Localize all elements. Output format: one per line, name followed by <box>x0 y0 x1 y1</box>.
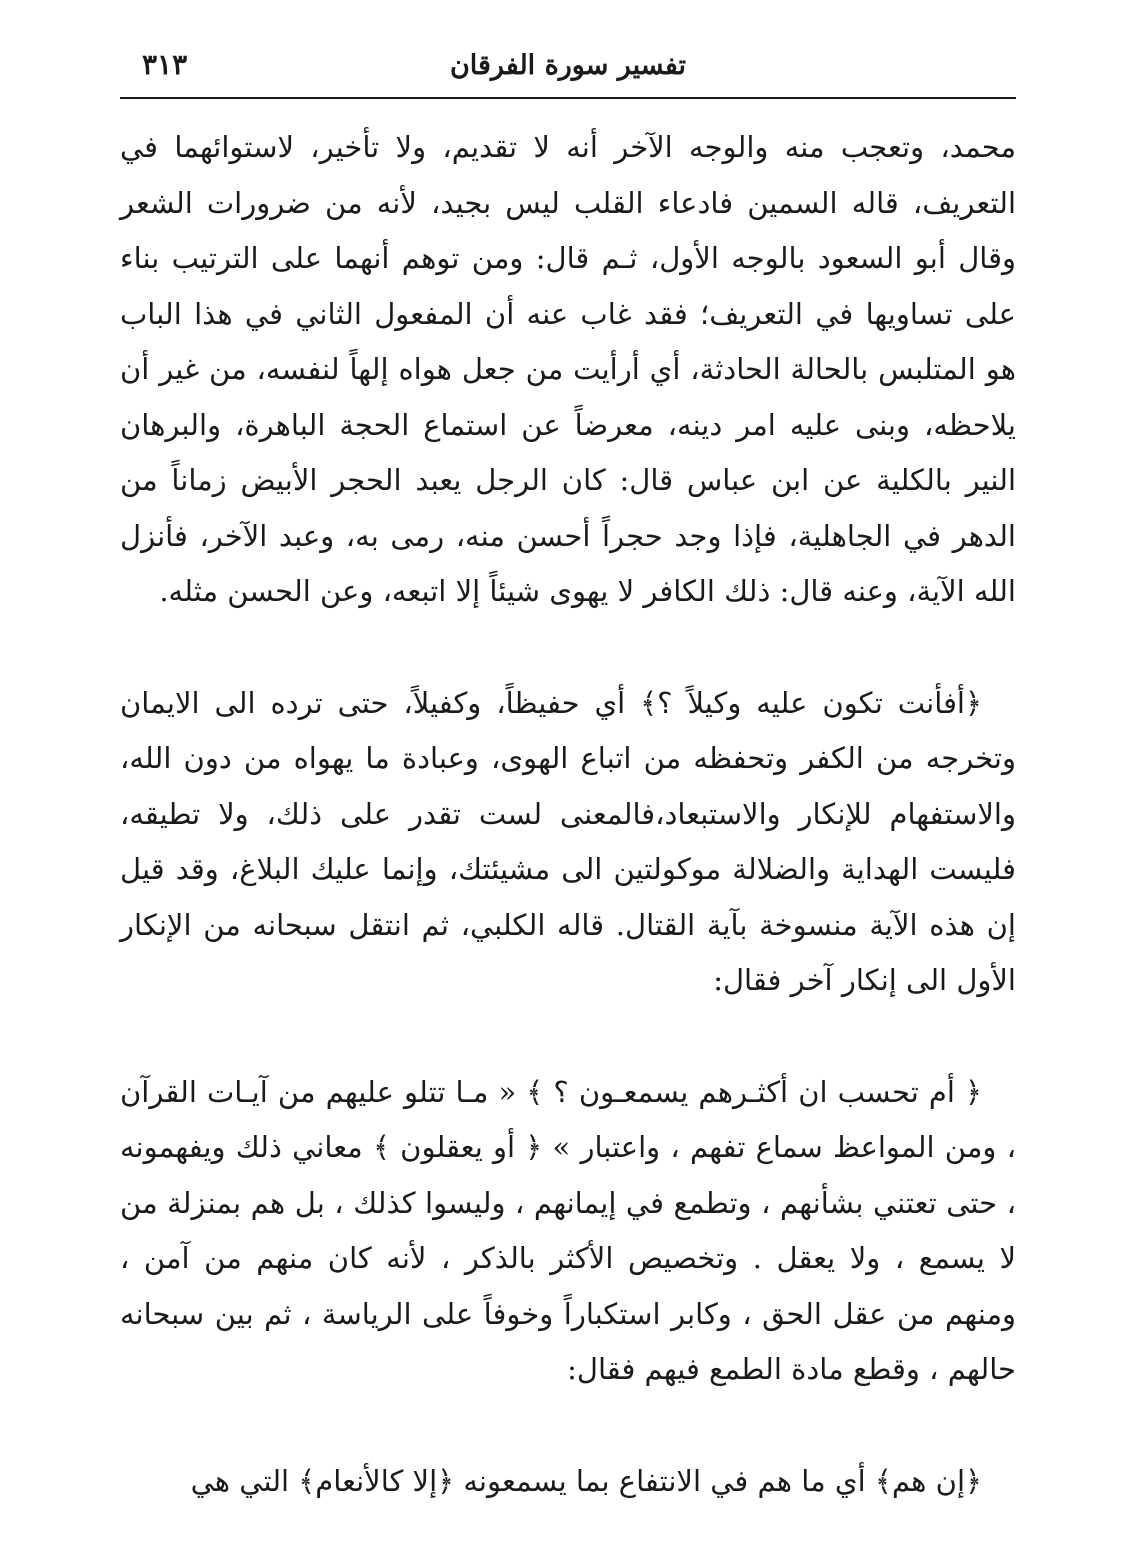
page-number: ٣١٣ <box>142 48 188 81</box>
chapter-title: تفسير سورة الفرقان <box>449 50 687 81</box>
header-divider <box>120 97 1016 99</box>
page-body <box>120 120 1016 1509</box>
paragraph-2: ﴿أفأنت تكون عليه وكيلاً ؟﴾ أي حفيظاً، وكفيلاً، حتى ترده الى الايمان وتخرجه من الكفر وتحفظه من اتباع الهوى، وعبادة ما يهواه من دون الله، والاستفهام للإنكار والاستبعاد،فالمعنى لست تقدر على ذلك، ولا تطيقه، فليست الهداية والضلالة موكولتين الى مشيئتك، وإنما عليك البلاغ، وقد قيل إن هذه الآية منسوخة بآية القتال. قاله الكلبي، ثم انتقل سبحانه من الإنكار الأول الى إنكار آخر فقال: <box>120 685 1016 997</box>
paragraph-3: ﴿ أم تحسب ان أكثـرهم يسمعـون ؟ ﴾ « مـا تتلو عليهم من آيـات القرآن ، ومن المواعظ سماع تفهم ، واعتبار » ﴿ أو يعقلون ﴾ معاني ذلك ويفهمونه ، حتى تعتني بشأنهم ، وتطمع في إيمانهم ، وليسوا كذلك ، بل هم بمنزلة من لا يسمع ، ولا يعقل . وتخصيص الأكثر بالذكر ، لأنه كان منهم من آمن ، ومنهم من عقل الحق ، وكابر استكباراً وخوفاً على الرياسة ، ثم بين سبحانه حالهم ، وقطع مادة الطمع فيهم فقال: <box>120 1074 1016 1386</box>
paragraph-1: محمد، وتعجب منه والوجه الآخر أنه لا تقديم، ولا تأخير، لاستوائهما في التعريف، قاله السمين فادعاء القلب ليس بجيد، لأنه من ضرورات الشعر وقال أبو السعود بالوجه الأول، ثـم قال: ومن توهم أنهما على الترتيب بناء على تساويها في التعريف؛ فقد غاب عنه أن المفعول الثاني في هذا الباب هو المتلبس بالحالة الحادثة، أي أرأيت من جعل هواه إلهاً لنفسه، من غير أن يلاحظه، وبنى عليه امر دينه، معرضاً عن استماع الحجة الباهرة، والبرهان النير بالكلية عن ابن عباس قال: كان الرجل يعبد الحجر الأبيض زماناً من الدهر في الجاهلية، فإذا وجد حجراً أحسن منه، رمى به، وعبد الآخر، فأنزل الله الآية، وعنه قال: ذلك الكافر لا يهوى شيئاً إلا اتبعه، وعن الحسن مثله. <box>120 130 1016 608</box>
running-header <box>120 44 1016 98</box>
paragraph-4: ﴿إن هم﴾ أي ما هم في الانتفاع بما يسمعونه ﴿إلا كالأنعام﴾ التي هي <box>190 1463 982 1498</box>
